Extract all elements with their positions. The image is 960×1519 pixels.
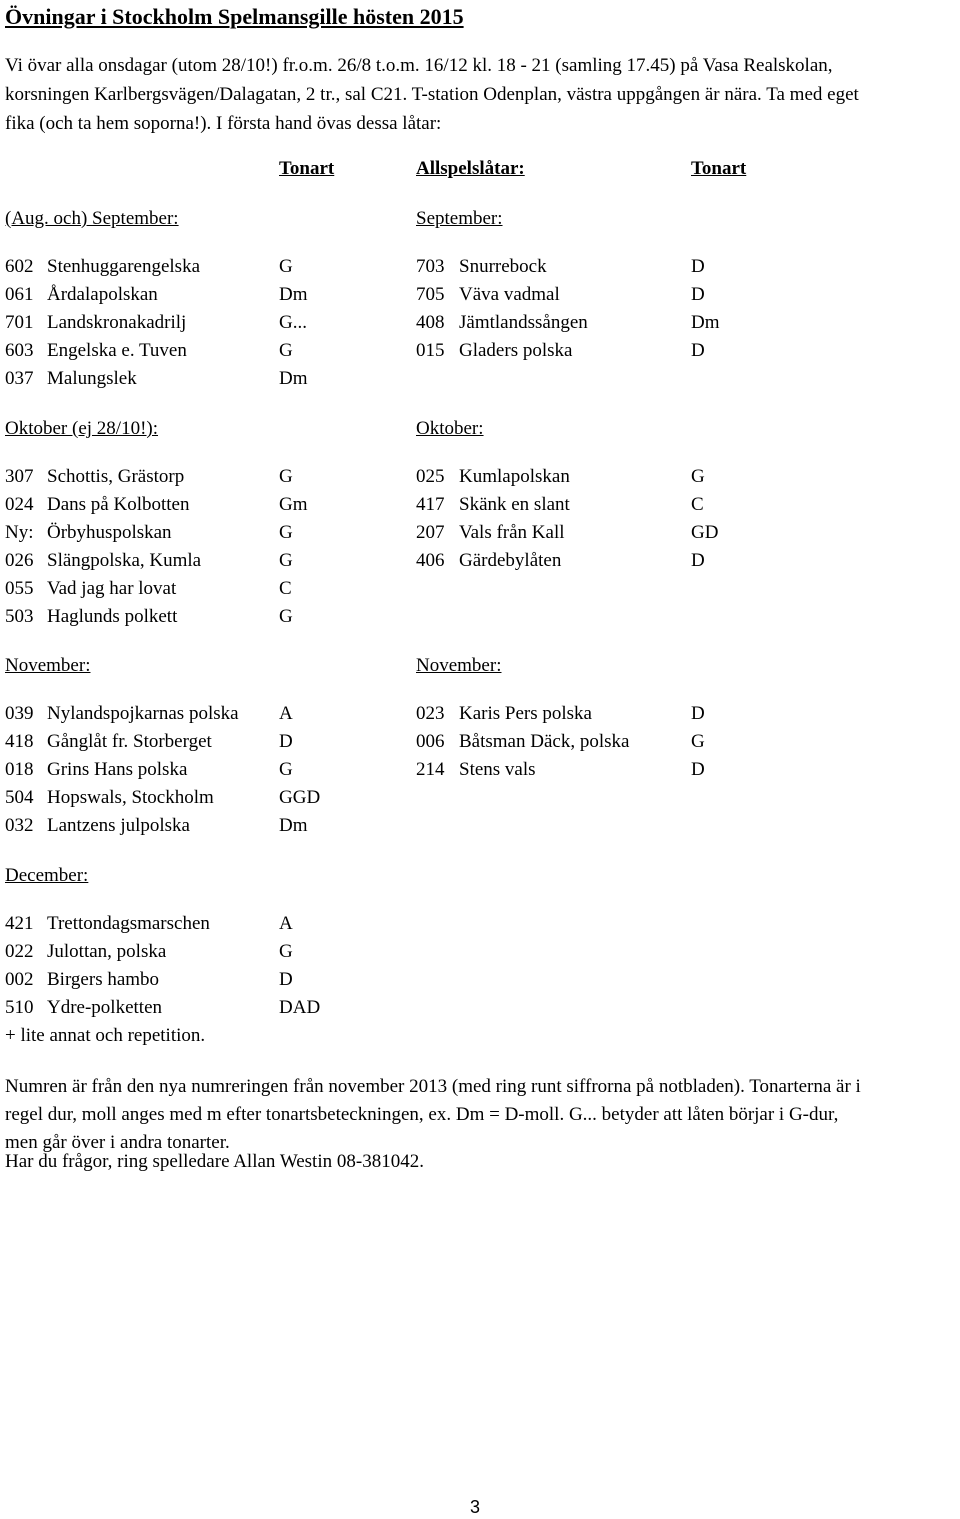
tune-key: G bbox=[279, 759, 293, 780]
tonart-header-left: Tonart bbox=[279, 158, 335, 179]
allspel-name: Jämtlandssången bbox=[459, 312, 588, 333]
tune-key: Gm bbox=[279, 494, 308, 515]
tune-number: 037 bbox=[5, 368, 34, 389]
tonart-header-right: Tonart bbox=[691, 158, 747, 179]
contact-info: Har du frågor, ring spelledare Allan Westin 08-381042. bbox=[5, 1151, 424, 1172]
tune-key: G bbox=[279, 550, 293, 571]
tune-key: Dm bbox=[279, 368, 308, 389]
tune-name: Landskronakadrilj bbox=[47, 312, 187, 333]
tune-row bbox=[0, 731, 960, 759]
tune-number: 024 bbox=[5, 494, 34, 515]
tune-name: Vad jag har lovat bbox=[47, 578, 177, 599]
allspel-number: 207 bbox=[416, 522, 445, 543]
tune-key: G bbox=[279, 941, 293, 962]
allspel-section-title: September: bbox=[416, 208, 503, 229]
allspel-section-title: November: bbox=[416, 655, 502, 676]
allspel-key: G bbox=[691, 466, 705, 487]
tune-number: Ny: bbox=[5, 522, 34, 543]
tune-name: Haglunds polkett bbox=[47, 606, 178, 627]
allspel-key: C bbox=[691, 494, 704, 515]
tune-row bbox=[0, 522, 960, 550]
tune-key: D bbox=[279, 969, 293, 990]
tune-row bbox=[0, 759, 960, 787]
tune-row bbox=[0, 312, 960, 340]
tune-key: A bbox=[279, 913, 293, 934]
tune-key: Dm bbox=[279, 815, 308, 836]
tune-row bbox=[0, 284, 960, 312]
allspel-name: Kumlapolskan bbox=[459, 466, 570, 487]
tune-name: Örbyhuspolskan bbox=[47, 522, 172, 543]
allspel-number: 214 bbox=[416, 759, 445, 780]
tune-row bbox=[0, 913, 960, 941]
intro-line: fika (och ta hem soporna!). I första hand övas dessa låtar: bbox=[5, 113, 442, 134]
tune-row bbox=[0, 256, 960, 284]
allspel-name: Stens vals bbox=[459, 759, 536, 780]
allspel-key: D bbox=[691, 340, 705, 361]
tune-row bbox=[0, 815, 960, 843]
allspel-header: Allspelslåtar: bbox=[416, 158, 525, 179]
tune-row bbox=[0, 606, 960, 634]
tune-number: 603 bbox=[5, 340, 34, 361]
allspel-number: 025 bbox=[416, 466, 445, 487]
tune-key: G bbox=[279, 606, 293, 627]
tune-number: 018 bbox=[5, 759, 34, 780]
tune-name: Ydre-polketten bbox=[47, 997, 163, 1018]
tune-row bbox=[0, 578, 960, 606]
section-title: November: bbox=[5, 655, 91, 676]
tune-name: Lantzens julpolska bbox=[47, 815, 190, 836]
tune-row bbox=[0, 550, 960, 578]
allspel-name: Gladers polska bbox=[459, 340, 573, 361]
tune-number: 032 bbox=[5, 815, 34, 836]
allspel-name: Snurrebock bbox=[459, 256, 547, 277]
tune-name: Nylandspojkarnas polska bbox=[47, 703, 239, 724]
tune-name: Dans på Kolbotten bbox=[47, 494, 190, 515]
allspel-name: Gärdebylåten bbox=[459, 550, 562, 571]
allspel-number: 408 bbox=[416, 312, 445, 333]
intro-line: korsningen Karlbergsvägen/Dalagatan, 2 tr., sal C21. T-station Odenplan, västra uppgången är nära. Ta med eget bbox=[5, 84, 859, 105]
tune-key: D bbox=[279, 731, 293, 752]
intro-paragraph bbox=[5, 51, 955, 138]
section-title: (Aug. och) September: bbox=[5, 208, 179, 229]
tune-row bbox=[0, 466, 960, 494]
tune-key: G bbox=[279, 466, 293, 487]
page-number: 3 bbox=[470, 1497, 481, 1517]
allspel-number: 023 bbox=[416, 703, 445, 724]
tune-row bbox=[0, 787, 960, 815]
tune-number: 022 bbox=[5, 941, 34, 962]
tune-name: Trettondagsmarschen bbox=[47, 913, 210, 934]
tune-key: GGD bbox=[279, 787, 321, 808]
footer-note bbox=[5, 1073, 960, 1157]
allspel-name: Båtsman Däck, polska bbox=[459, 731, 630, 752]
tune-number: 002 bbox=[5, 969, 34, 990]
allspel-key: GD bbox=[691, 522, 719, 543]
tune-name: Schottis, Grästorp bbox=[47, 466, 185, 487]
tune-number: 039 bbox=[5, 703, 34, 724]
tune-key: G... bbox=[279, 312, 307, 333]
page-title: Övningar i Stockholm Spelmansgille hösten 2015 bbox=[5, 4, 464, 29]
tune-key: C bbox=[279, 578, 292, 599]
tune-number: 602 bbox=[5, 256, 34, 277]
allspel-name: Karis Pers polska bbox=[459, 703, 592, 724]
allspel-number: 015 bbox=[416, 340, 445, 361]
tune-number: 026 bbox=[5, 550, 34, 571]
allspel-section-title: Oktober: bbox=[416, 418, 484, 439]
tune-row bbox=[0, 969, 960, 997]
allspel-name: Vals från Kall bbox=[459, 522, 565, 543]
allspel-number: 406 bbox=[416, 550, 445, 571]
tune-name: Malungslek bbox=[47, 368, 137, 389]
tune-key: A bbox=[279, 703, 293, 724]
tune-number: 307 bbox=[5, 466, 34, 487]
allspel-key: D bbox=[691, 550, 705, 571]
allspel-name: Väva vadmal bbox=[459, 284, 560, 305]
tune-row bbox=[0, 340, 960, 368]
tune-key: G bbox=[279, 256, 293, 277]
tune-key: Dm bbox=[279, 284, 308, 305]
footer-line: regel dur, moll anges med m efter tonartsbeteckningen, ex. Dm = D-moll. G... betyder att låten börjar i G-dur, bbox=[5, 1104, 839, 1125]
tune-row bbox=[0, 494, 960, 522]
tune-number: 055 bbox=[5, 578, 34, 599]
tune-number: 418 bbox=[5, 731, 34, 752]
tune-name: Gånglåt fr. Storberget bbox=[47, 731, 212, 752]
tune-name: Hopswals, Stockholm bbox=[47, 787, 214, 808]
allspel-key: D bbox=[691, 284, 705, 305]
extra-note: + lite annat och repetition. bbox=[5, 1025, 206, 1046]
allspel-number: 417 bbox=[416, 494, 445, 515]
tune-name: Årdalapolskan bbox=[47, 284, 158, 305]
section-title: Oktober (ej 28/10!): bbox=[5, 418, 159, 439]
tune-key: G bbox=[279, 522, 293, 543]
tune-number: 504 bbox=[5, 787, 34, 808]
tune-key: DAD bbox=[279, 997, 321, 1018]
tune-number: 421 bbox=[5, 913, 34, 934]
tune-name: Julottan, polska bbox=[47, 941, 167, 962]
tune-row bbox=[0, 368, 960, 396]
tune-number: 701 bbox=[5, 312, 34, 333]
tune-key: G bbox=[279, 340, 293, 361]
footer-line: men går över i andra tonarter. bbox=[5, 1132, 230, 1153]
tune-row bbox=[0, 997, 960, 1025]
tune-name: Stenhuggarengelska bbox=[47, 256, 201, 277]
allspel-name: Skänk en slant bbox=[459, 494, 570, 515]
allspel-key: Dm bbox=[691, 312, 720, 333]
intro-line: Vi övar alla onsdagar (utom 28/10!) fr.o.m. 26/8 t.o.m. 16/12 kl. 18 - 21 (samling 17.45) på Vasa Realskolan, bbox=[5, 55, 833, 76]
tune-number: 510 bbox=[5, 997, 34, 1018]
allspel-number: 006 bbox=[416, 731, 445, 752]
tune-name: Engelska e. Tuven bbox=[47, 340, 187, 361]
footer-line: Numren är från den nya numreringen från november 2013 (med ring runt siffrorna på notbladen). Tonarterna är i bbox=[5, 1076, 861, 1097]
tune-number: 503 bbox=[5, 606, 34, 627]
allspel-number: 703 bbox=[416, 256, 445, 277]
allspel-number: 705 bbox=[416, 284, 445, 305]
tune-name: Slängpolska, Kumla bbox=[47, 550, 202, 571]
allspel-key: D bbox=[691, 256, 705, 277]
allspel-key: D bbox=[691, 703, 705, 724]
tune-name: Grins Hans polska bbox=[47, 759, 188, 780]
section-title: December: bbox=[5, 865, 89, 886]
allspel-key: G bbox=[691, 731, 705, 752]
tune-name: Birgers hambo bbox=[47, 969, 160, 990]
allspel-key: D bbox=[691, 759, 705, 780]
tune-row bbox=[0, 941, 960, 969]
tune-number: 061 bbox=[5, 284, 34, 305]
tune-row bbox=[0, 703, 960, 731]
